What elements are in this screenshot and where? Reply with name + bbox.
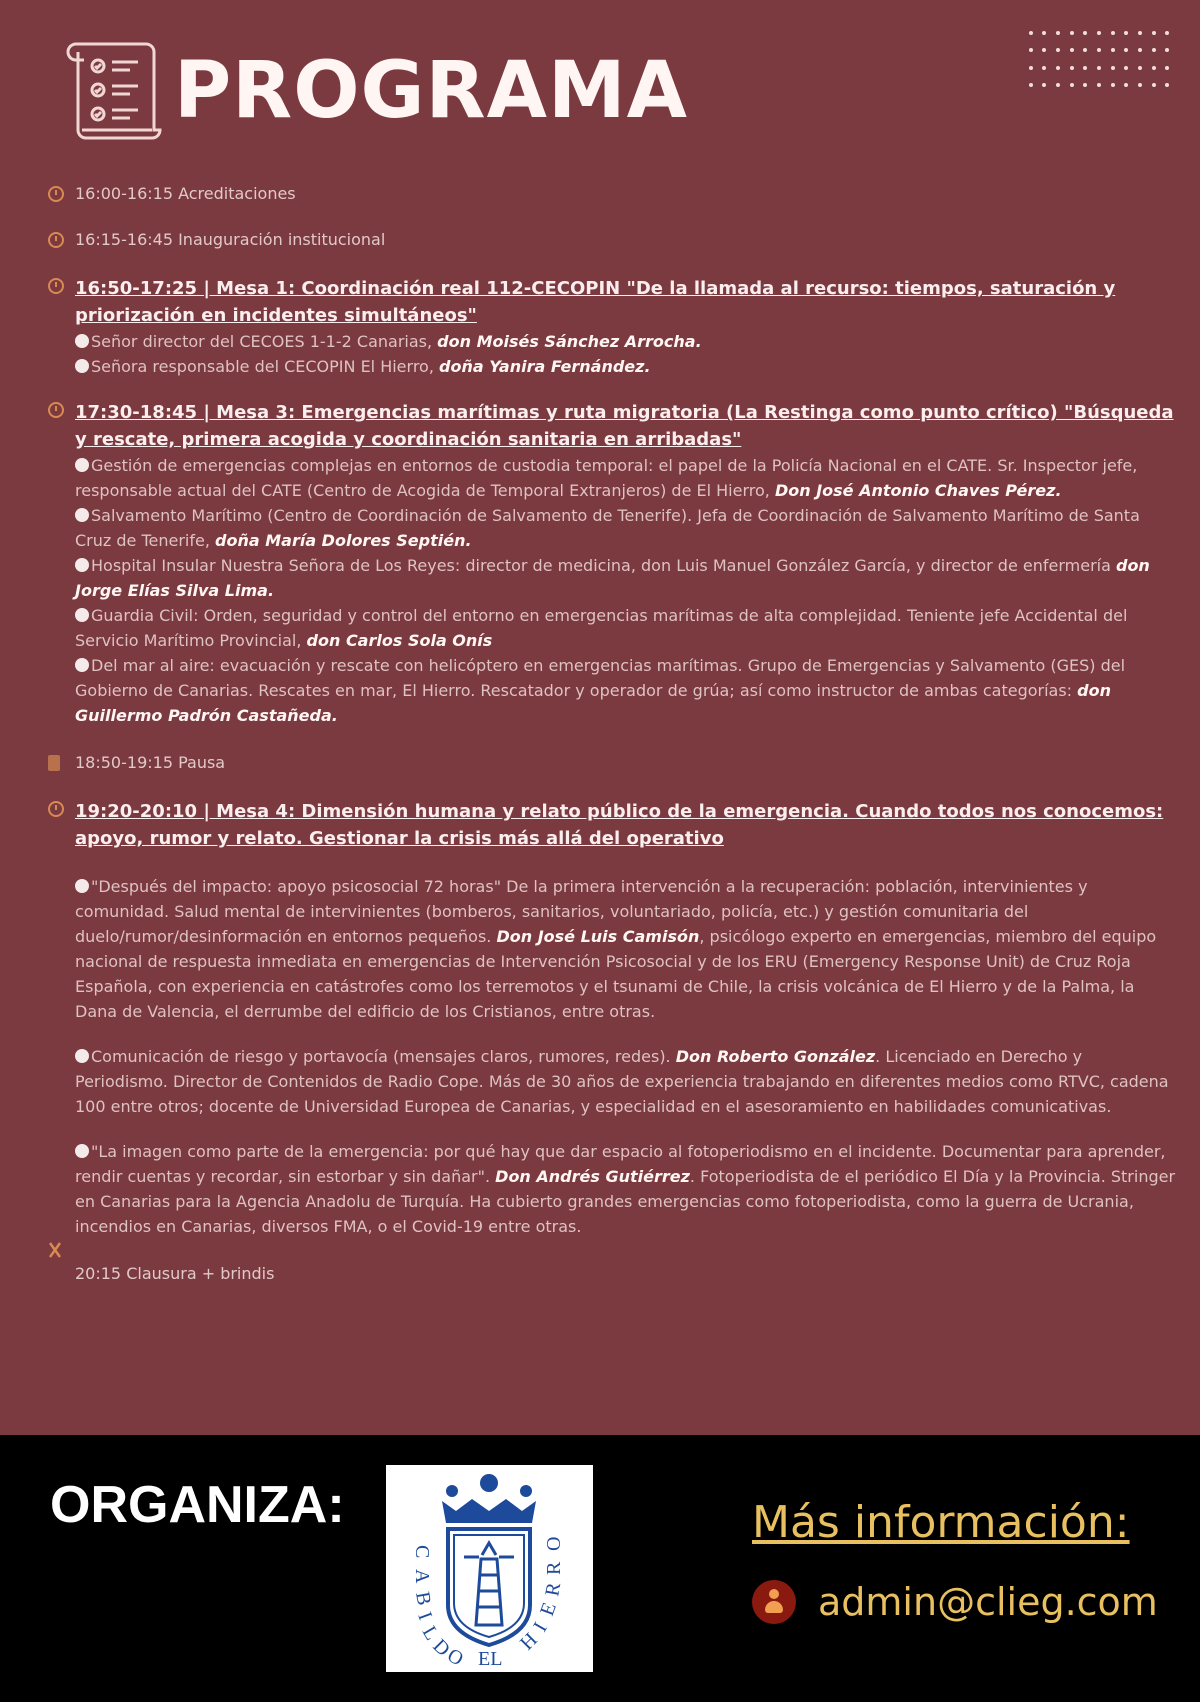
footer: [0, 1435, 1200, 1702]
clock-icon: [48, 278, 64, 294]
cheers-icon: [48, 1266, 64, 1282]
email-link[interactable]: admin@clieg.com: [818, 1580, 1158, 1624]
speaker-bullet: Gestión de emergencias complejas en entornos de custodia temporal: el papel de la Policía Nacional en el CATE. Sr. Inspector jefe, responsable actual del CATE (Centro de Acogida de Temporal Extranjeros) de El Hierro, Don José Antonio Chaves Pérez.: [75, 456, 1138, 500]
dot-grid-decoration: [1024, 24, 1174, 94]
svg-text:R: R: [541, 1580, 566, 1598]
bullet-dot-icon: [75, 879, 89, 893]
svg-text:B: B: [411, 1590, 436, 1608]
clock-icon: [48, 801, 64, 817]
svg-text:A: A: [411, 1569, 433, 1584]
agenda-list: [48, 183, 1178, 1285]
svg-text:I: I: [529, 1618, 552, 1636]
clock-icon: [48, 232, 64, 248]
agenda-session-mesa-1: [48, 275, 1178, 379]
speaker-name: doña María Dolores Septién.: [215, 531, 472, 550]
speaker-name: doña Yanira Fernández.: [439, 357, 651, 376]
speaker-bullet: "Después del impacto: apoyo psicosocial 72 horas" De la primera intervención a la recuperación: población, intervinientes y comunidad. Salud mental de intervinientes (bomberos, sanitarios, voluntariado, policía, etc.) y gestión comunitaria del duelo/rumor/desinformación en entornos pequeños. Don José Luis Camisón, psicólogo experto en emergencias, miembro del equipo nacional de respuesta inmediata en emergencias de Intervención Psicosocial y de los ERU (Emergency Response Unit) de Cruz Roja Española, con experiencia en catástrofes como los terremotos y el tsunami de Chile, la crisis volcánica de El Hierro y de la Palma, la Dana de Valencia, el derrumbe del edificio de los Cristianos, entre otras.: [75, 877, 1157, 1021]
speaker-bullet: Comunicación de riesgo y portavocía (mensajes claros, rumores, redes). Don Roberto González. Licenciado en Derecho y Periodismo. Director de Contenidos de Radio Cope. Más de 30 años de experiencia trabajando en diferentes medios como RTVC, cadena 100 entre otros; docente de Universidad Europea de Canarias, y especialidad en el asesoramiento en habilidades comunicativas.: [75, 1047, 1169, 1116]
speaker-name: don Jorge Elías Silva Lima.: [75, 556, 1150, 600]
more-info-label: Más información:: [752, 1497, 1130, 1548]
svg-text:C: C: [411, 1545, 433, 1559]
speaker-name: Don Roberto González: [675, 1047, 876, 1066]
speaker-name: Don José Luis Camisón: [496, 927, 700, 946]
svg-text:D: D: [428, 1634, 455, 1661]
speaker-name: Don José Antonio Chaves Pérez.: [774, 481, 1062, 500]
agenda-item-text: 20:15 Clausura + brindis: [75, 1264, 275, 1283]
agenda-session-mesa-3: [48, 399, 1178, 728]
bullet-dot-icon: [75, 558, 89, 572]
page-title: PROGRAMA: [174, 46, 688, 136]
agenda-session-mesa-4: [48, 798, 1178, 1239]
svg-text:L: L: [417, 1622, 443, 1645]
svg-text:O: O: [543, 1536, 565, 1551]
clock-icon: [48, 402, 64, 418]
agenda-item-text: 18:50-19:15 Pausa: [75, 753, 226, 772]
bullet-dot-icon: [75, 1144, 89, 1158]
bullet-dot-icon: [75, 658, 89, 672]
coffee-icon: [48, 755, 60, 771]
speaker-name: Don Andrés Gutiérrez: [495, 1167, 690, 1186]
contact-email[interactable]: [752, 1580, 1158, 1624]
speaker-bullet: Señora responsable del CECOPIN El Hierro, doña Yanira Fernández.: [75, 354, 1178, 379]
speaker-name: don Moisés Sánchez Arrocha.: [437, 332, 702, 351]
svg-text:R: R: [543, 1561, 565, 1575]
page-header: [62, 36, 688, 146]
coat-of-arms-icon: [386, 1465, 593, 1672]
svg-text:O: O: [443, 1644, 468, 1671]
svg-text:H: H: [515, 1628, 542, 1655]
user-icon: [752, 1580, 796, 1624]
speaker-name: don Guillermo Padrón Castañeda.: [75, 681, 1111, 725]
agenda-item-acreditaciones: [48, 183, 1178, 205]
clock-icon: [48, 186, 64, 202]
agenda-item-text: 16:00-16:15 Acreditaciones: [75, 184, 296, 203]
session-title: 16:50-17:25 | Mesa 1: Coordinación real 112-CECOPIN "De la llamada al recurso: tiempos, saturación y priorización en incidentes simultáneos": [75, 278, 1116, 326]
cabildo-el-hierro-logo: [386, 1465, 593, 1672]
svg-text:I: I: [413, 1609, 437, 1623]
bullet-dot-icon: [75, 608, 89, 622]
bullet-dot-icon: [75, 1049, 89, 1063]
svg-text:E: E: [536, 1599, 561, 1619]
speaker-name: don Carlos Sola Onís: [306, 631, 493, 650]
bullet-dot-icon: [75, 508, 89, 522]
speaker-bullet: Hospital Insular Nuestra Señora de Los Reyes: director de medicina, don Luis Manuel González García, y director de enfermería don Jorge Elías Silva Lima.: [75, 556, 1150, 600]
checklist-scroll-icon: [62, 36, 172, 146]
agenda-item-inauguracion: [48, 229, 1178, 251]
speaker-bullet: Salvamento Marítimo (Centro de Coordinación de Salvamento de Tenerife). Jefa de Coordinación de Salvamento Marítimo de Santa Cruz de Tenerife, doña María Dolores Septién.: [75, 506, 1140, 550]
bullet-dot-icon: [75, 458, 89, 472]
speaker-bullet: Del mar al aire: evacuación y rescate con helicóptero en emergencias marítimas. Grupo de Emergencias y Salvamento (GES) del Gobierno de Canarias. Rescates en mar, El Hierro. Rescatador y operador de grúa; así como instructor de ambas categorías: don Guillermo Padrón Castañeda.: [75, 656, 1126, 725]
agenda-item-pausa: [48, 752, 1178, 774]
session-title: 17:30-18:45 | Mesa 3: Emergencias marítimas y ruta migratoria (La Restinga como punto crítico) "Búsqueda y rescate, primera acogida y coordinación sanitaria en arribadas": [75, 402, 1174, 450]
agenda-item-text: 16:15-16:45 Inauguración institucional: [75, 230, 386, 249]
agenda-item-clausura: [48, 1263, 1178, 1285]
organiza-label: ORGANIZA:: [50, 1476, 345, 1534]
speaker-bullet: "La imagen como parte de la emergencia: por qué hay que dar espacio al fotoperiodismo en el incidente. Documentar para aprender, rendir cuentas y recordar, sin estorbar y sin dañar". Don Andrés Gutiérrez. Fotoperiodista de el periódico El Día y la Provincia. Stringer en Canarias para la Agencia Anadolu de Turquía. Ha cubierto grandes emergencias como fotoperiodista, como la guerra de Ucrania, incendios en Canarias, diversos FMA, o el Covid-19 entre otras.: [75, 1142, 1176, 1236]
bullet-dot-icon: [75, 334, 89, 348]
svg-text:EL: EL: [478, 1648, 503, 1670]
bullet-dot-icon: [75, 359, 89, 373]
speaker-bullet: Guardia Civil: Orden, seguridad y control del entorno en emergencias marítimas de alta complejidad. Teniente jefe Accidental del Servicio Marítimo Provincial, don Carlos Sola Onís: [75, 606, 1128, 650]
speaker-bullet: Señor director del CECOES 1-1-2 Canarias, don Moisés Sánchez Arrocha.: [75, 329, 1178, 354]
session-title: 19:20-20:10 | Mesa 4: Dimensión humana y relato público de la emergencia. Cuando todos nos conocemos: apoyo, rumor y relato. Gestionar la crisis más allá del operativo: [75, 801, 1164, 849]
